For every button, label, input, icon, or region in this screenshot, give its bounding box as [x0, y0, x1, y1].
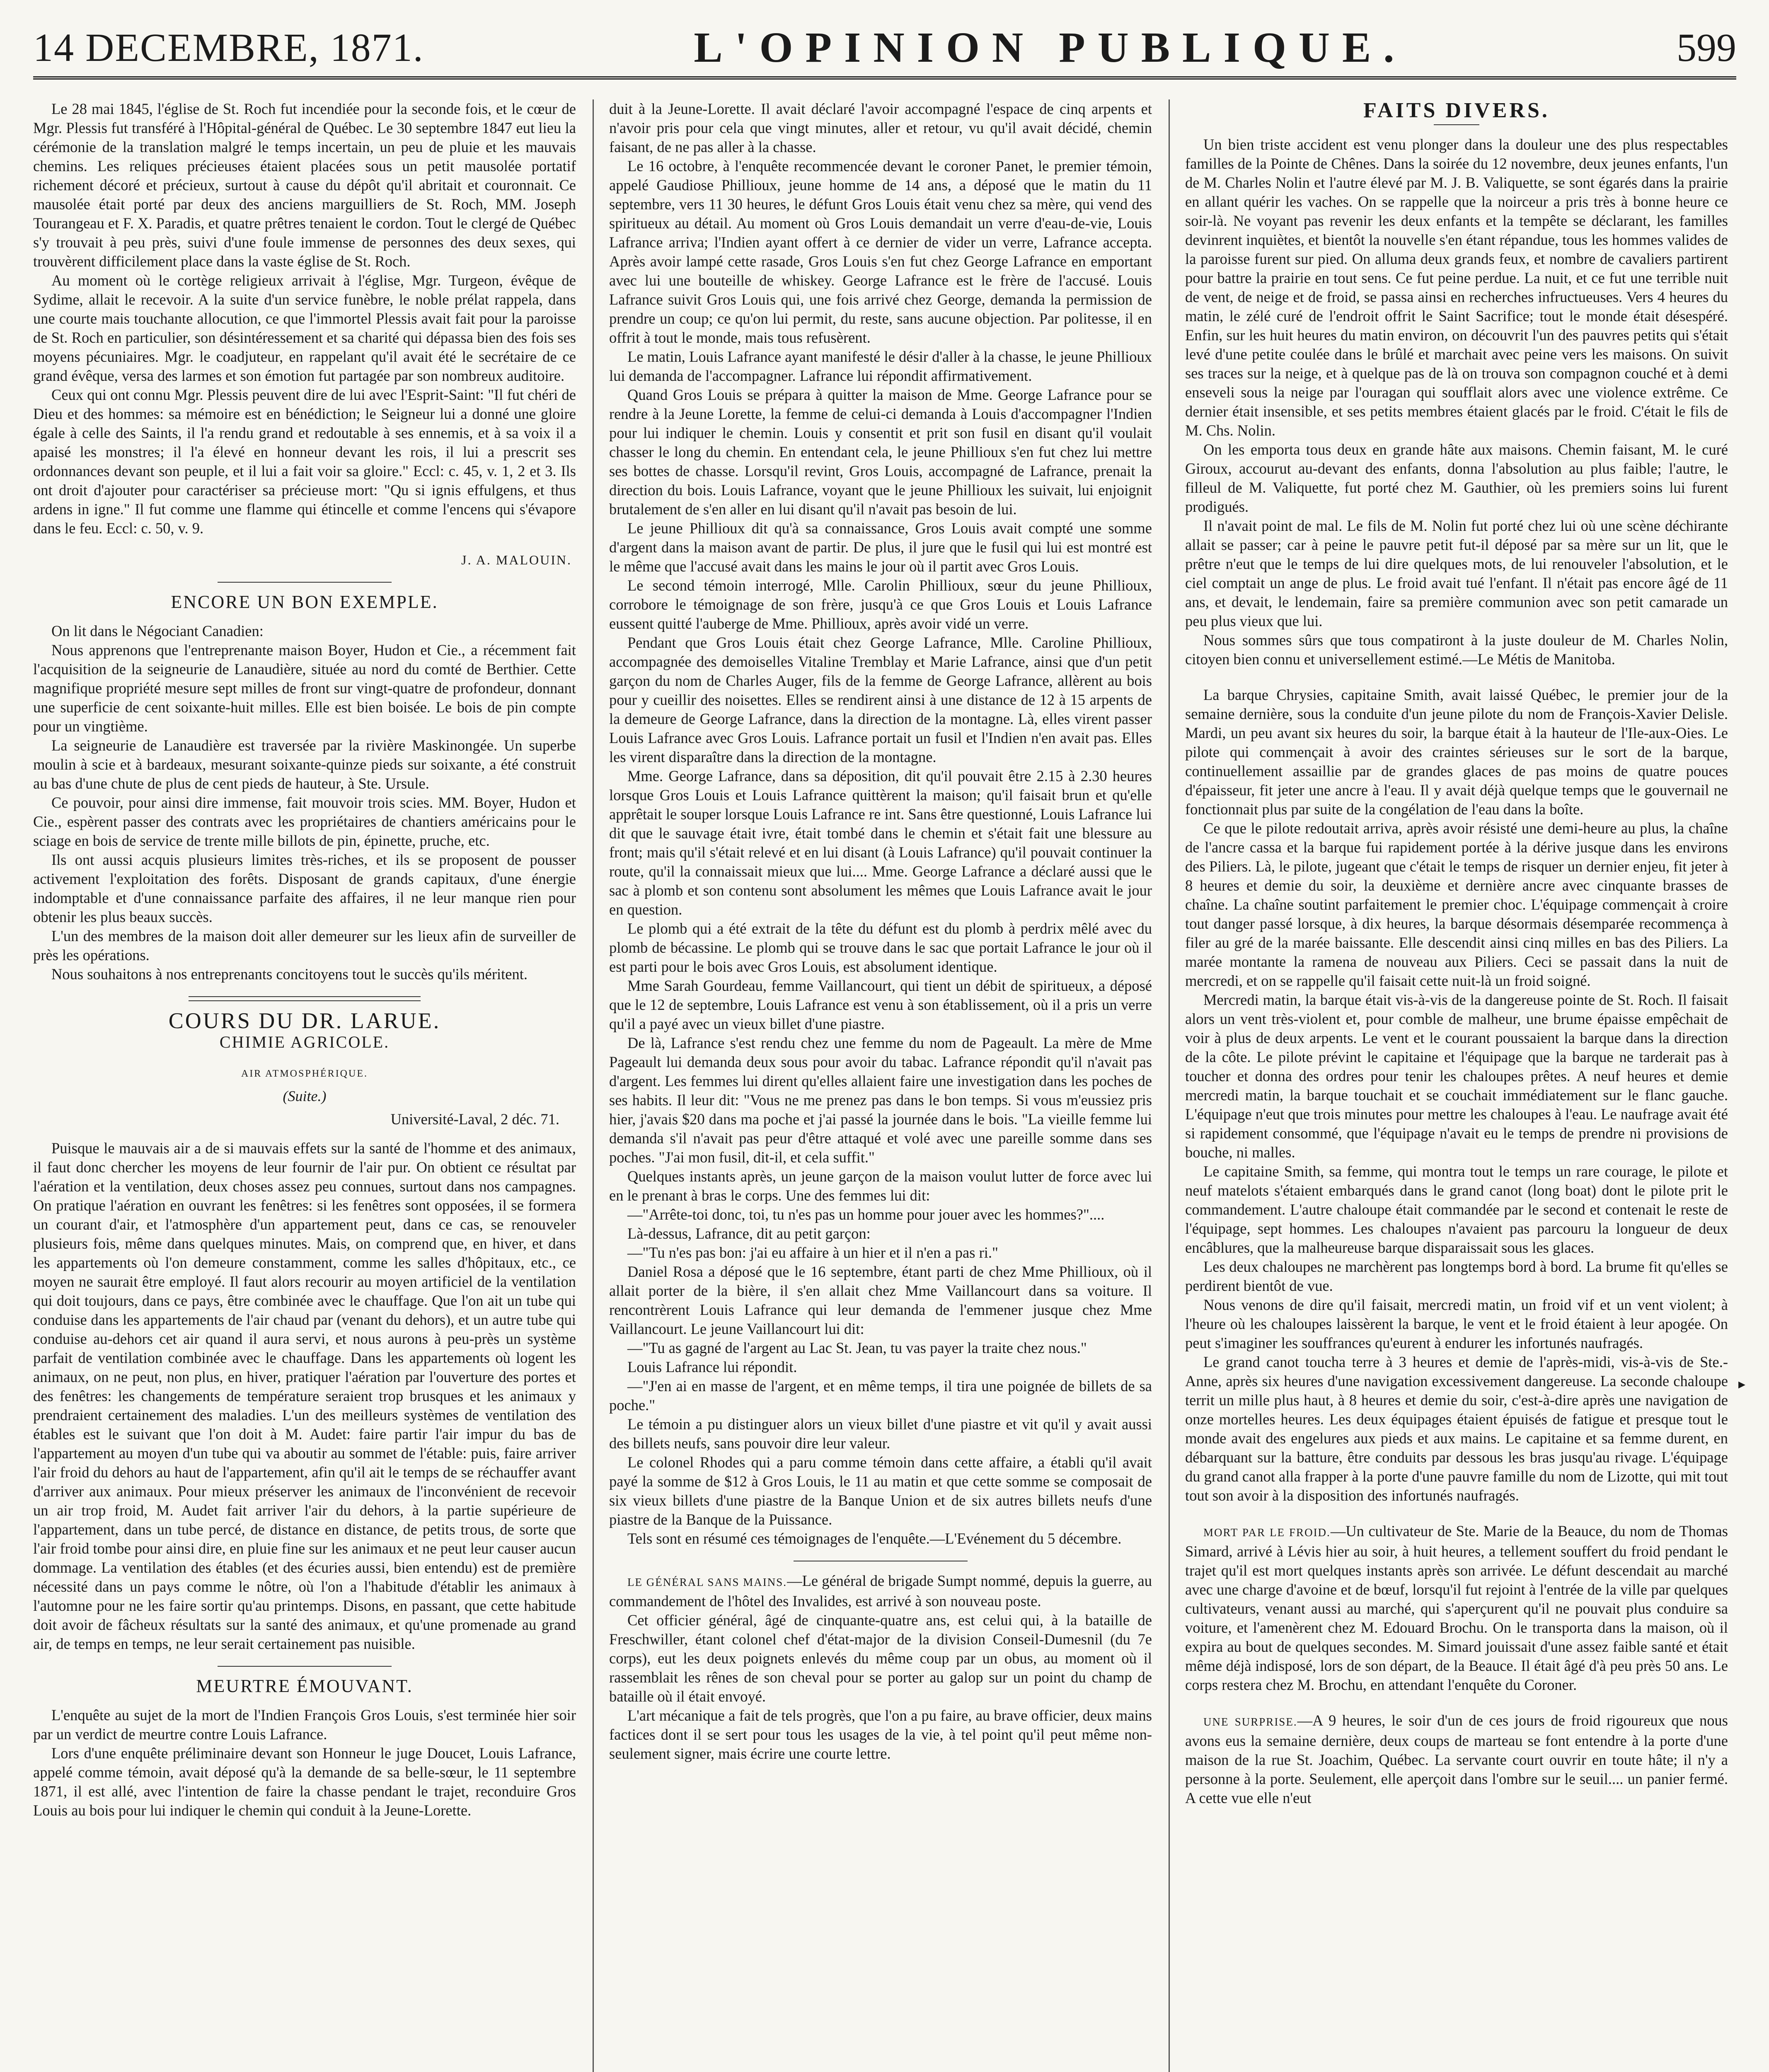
article-paragraph: —"Arrête-toi donc, toi, tu n'es pas un homme pour jouer avec les hommes?".... — [627, 1206, 1105, 1223]
article-paragraph: Le jeune Phillioux dit qu'à sa connaissance, Gros Louis avait compté une somme d'argent dans la maison avant de partir. De plus, il jure que le fusil qui lui est montré est le même que l'accusé avait dans les mains le jour où il partit avec Gros Louis. — [609, 520, 1152, 575]
article-paragraph: Le colonel Rhodes qui a paru comme témoin dans cette affaire, a établi qu'il avait payé la somme de $12 à Gros Louis, le 11 au matin et que cette somme se composait de six vieux billets d'une piastre de la Banque Union et de six autres billets neufs d'une piastre de la Banque de la Puissance. — [609, 1454, 1152, 1528]
article-paragraph: Le plomb qui a été extrait de la tête du défunt est du plomb à perdrix mêlé avec du plomb de bécassine. Le plomb qui se trouve dans le sac que portait Lafrance le jour où il est parti pour le bois avec Gros Louis, est absolument identique. — [609, 920, 1152, 975]
article-paragraph: Tels sont en résumé ces témoignages de l'enquête.—L'Evénement du 5 décembre. — [627, 1530, 1122, 1547]
spacer — [1185, 1694, 1728, 1711]
section-divider — [1434, 124, 1479, 125]
spacer — [1185, 1505, 1728, 1522]
section-heading-cours: COURS DU DR. LARUE. — [168, 1008, 441, 1033]
section-heading-encore: ENCORE UN BON EXEMPLE. — [171, 592, 438, 612]
article-paragraph: Lors d'une enquête préliminaire devant son Honneur le juge Doucet, Louis Lafrance, appelé comme témoin, avait déposé qu'à la demande de sa belle-sœur, le 11 septembre 1871, il est allé, avec l'intention de faire la chasse pendant le trajet, reconduire Gros Louis au bois pour lui indiquer le chemin qui conduit à la Jeune-Lorette. — [33, 1745, 576, 1819]
news-item-body: —A 9 heures, le soir d'un de ces jours de froid rigoureux que nous avons eus la semaine dernière, deux coups de marteau se font entendre à la porte d'une maison de la rue St. Joachim, Québec. La servante court ouvrir en toute hâte; il n'y a personne à la porte. Seulement, elle aperçoit dans l'ombre sur le seuil.... un panier fermé. A cette vue elle n'eut — [1185, 1712, 1728, 1806]
article-paragraph: Le grand canot toucha terre à 3 heures et demie de l'après-midi, vis-à-vis de Ste.-Anne, après six heures d'une navigation excessivement dangereuse. La seconde chaloupe territ un mille plus haut, à 8 heures et demie du soir, c'est-à-dire après une navigation de onze mortelles heures. Les deux équipages étaient épuisés de fatigue et presque tout le monde avait des engelures aux pieds et aux mains. Le capitaine et sa femme durent, en débarquant sur la batture, être conduits par dessous les bras jusqu'au rivage. L'équipage du grand canot alla frapper à la porte d'une pauvre famille du nom de Lizotte, qui mit tout tout son avoir à la disposition des infortunés naufragés. — [1185, 1353, 1728, 1504]
article-paragraph: Nous apprenons que l'entreprenante maison Boyer, Hudon et Cie., a récemment fait l'acquisition de la seigneurie de Lanaudière, située au nord du comté de Berthier. Cette magnifique propriété mesure sept milles de front sur vingt-quatre de profondeur, donnant une superficie de cent soixante-huit milles. Elle est bien boisée. Le bois de pin compte pour un vingtième. — [33, 641, 576, 735]
column-right — [1185, 99, 1728, 2072]
masthead — [33, 18, 1736, 80]
news-item-general — [609, 1571, 1152, 1611]
news-item-title: LE GÉNÉRAL SANS MAINS. — [627, 1576, 787, 1588]
news-item-title: UNE SURPRISE. — [1203, 1716, 1297, 1728]
article-paragraph: De là, Lafrance s'est rendu chez une femme du nom de Pageault. La mère de Mme Pageault lui demanda deux sous pour avoir du tabac. Lafrance répondit qu'il n'avait pas d'argent. Les femmes lui dirent qu'elles allaient faire une investigation dans les poches de ses habits. Il leur dit: "Vous ne me prenez pas dans le bon temps. Si vous m'eussiez pris hier, j'avais $20 dans ma poche et j'ai passé la journée dans le bois. "La vieille femme lui demanda s'il n'avait pas peur d'être attaqué et volé avec une pareille somme dans ses poches. "J'ai mon fusil, dit-il, et cela suffit." — [609, 1034, 1152, 1166]
author-signature: J. A. MALOUIN. — [461, 552, 572, 567]
article-paragraph: duit à la Jeune-Lorette. Il avait déclaré l'avoir accompagné l'espace de cinq arpents et n'avoir pris pour cela que vingt minutes, aller et retour, vu qu'il avait décidé, chemin faisant, de ne pas aller à la chasse. — [609, 100, 1152, 155]
newspaper-title: L'OPINION PUBLIQUE. — [694, 23, 1407, 71]
article-paragraph: Un bien triste accident est venu plonger dans la douleur une des plus respectables familles de la Pointe de Chênes. Dans la soirée du 12 novembre, deux jeunes enfants, l'un de M. Charles Nolin et l'autre élevé par M. J. B. Valiquette, se sont égarés dans la prairie en allant quérir les vaches. On se rappelle que la noirceur a pris très à bonne heure ce soir-là. Ne voyant pas revenir les deux enfants et la tempête se déclarant, les familles devinrent inquiètes, et bientôt la nouvelle s'en étant répandue, tous les hommes valides de la paroisse furent sur pied. On alluma deux grands feux, et nombre de cavaliers partirent pour battre la prairie en tout sens. Ce fut peine perdue. La nuit, et ce fut une terrible nuit de vent, de neige et de froid, se passa ainsi en recherches infructueuses. Vers 4 heures du matin, le zélé curé de l'endroit offrit le Saint Sacrifice; tout le monde était désespéré. Enfin, sur les huit heures du matin environ, on découvrit l'un des pauvres petits qui s'était levé d'une petite coulée dans le brûlé et marchait avec peine vers les maisons. On suivit ses traces sur la neige, et à quelque pas de là on trouva son compagnon couché et à demi enseveli sous la neige par l'ouragan qui soufflait alors avec une violence extrême. Ce dernier était insensible, et ses petits membres étaient glacés par le froid. C'était le fils de M. Chs. Nolin. — [1185, 136, 1728, 439]
article-paragraph: Ils ont aussi acquis plusieurs limites très-riches, et ils se proposent de pousser activement l'exploitation des forêts. Disposant de grands capitaux, d'une énergie indomptable et d'une connaissance parfaite des affaires, il ne leur manque rien pour obtenir les plus beaux succès. — [33, 851, 576, 925]
article-paragraph: L'un des membres de la maison doit aller demeurer sur les lieux afin de surveiller de près les opérations. — [33, 927, 576, 963]
article-paragraph: Puisque le mauvais air a de si mauvais effets sur la santé de l'homme et des animaux, il faut donc chercher les moyens de leur fournir de l'air pur. On obtient ce résultat par l'aération et la ventilation, deux choses assez peu connues, surtout dans nos campagnes. On pratique l'aération en ouvrant les fenêtres: si les fenêtres sont opposées, il se formera un courant d'air, et l'atmosphère d'un appartement peut, dans ce cas, se renouveler plusieurs fois, même dans quelques minutes. Mais, on comprend que, en hiver, et dans les appartements où l'on demeure constamment, comme les salles d'hôpitaux, etc., ce moyen ne saurait être employé. Il faut alors recourir au moyen artificiel de la ventilation qui doit toujours, dans ce pays, être combinée avec le chauffage. Que l'on ait un tube qui conduise dans les appartements de l'air chaud par (venant du dehors), et un autre tube qui conduise au-dehors cet air quand il aura servi, et nous aurons à peu-près un système parfait de ventilation combinée avec le chauffage. Dans les appartements où logent les animaux, on ne peut, non plus, en hiver, pratiquer l'aération par l'ouverture des portes et des fenêtres: les changements de température seraient trop brusques et les animaux y prendraient certainement des maladies. L'un des meilleurs systèmes de ventilation des étables est le suivant que l'on doit à M. Audet: faire partir l'air impur du bas de l'appartement au moyen d'un tube qui va aboutir au sommet de l'étable: puis, faire arriver l'air froid du dehors au haut de l'appartement, afin qu'il ait le temps de se réchauffer avant d'arriver aux animaux. Pour mieux préserver les animaux de l'inconvénient de recevoir un air trop froid, M. Audet fait arriver l'air du dehors, à la partie supérieure de l'appartement, dans un tube percé, de distance en distance, de petits trous, de sorte que l'air froid tombe pour ainsi dire, en pluie fine sur les animaux et ne peut leur causer aucun dommage. La ventilation des étables (et des écuries aussi, bien entendu) est de première nécessité dans un pays comme le nôtre, où l'on a l'habitude d'établir les animaux à l'automne pour ne les faire sortir qu'au printemps. Disons, en passant, que cette habitude doit avoir de fâcheux résultats sur la santé des animaux, et qu'une promenade au grand air, de temps en temps, ne leur serait certainement pas nuisible. — [33, 1140, 576, 1652]
article-paragraph: Quand Gros Louis se prépara à quitter la maison de Mme. George Lafrance pour se rendre à la Jeune Lorette, la femme de celui-ci demanda à Louis d'accompagner l'Indien pour lui indiquer le chemin. Louis y consentit et prit son fusil en disant qu'il voulait chasser le long du chemin. En entendant cela, le jeune Phillioux s'en fut chez lui mettre ses bottes de chasse. Lorsqu'il revint, Gros Louis, accompagné de Lafrance, prenait la direction du bois. Louis Lafrance, voyant que le jeune Phillioux les suivait, lui enjoignit brutalement de s'en aller en lui disant qu'il n'avait pas besoin de lui. — [609, 386, 1152, 518]
spacer — [1185, 669, 1728, 685]
dateline: Université-Laval, 2 déc. 71. — [390, 1111, 559, 1128]
article-paragraph: Ce que le pilote redoutait arriva, après avoir résisté une demi-heure au plus, la chaîne de l'ancre cassa et la barque fui rapidement portée à la dérive jusque dans les environs des Piliers. Là, le pilote, jugeant que c'était le temps de risquer un dernier enjeu, fit jeter à 8 heures et demie du soir, la deuxième et dernière ancre avec cinquante brasses de chaîne. La chaîne soutint parfaitement le premier choc. L'équipage commençait à croire tout danger passé lorsque, à dix heures, la barque désormais désemparée recommença à filer au gré de la marée baissante. Elle descendit ainsi cinq milles en bas des Piliers. La marée montante la ramena de nouveau aux Piliers. Ceci se passait dans la nuit de mercredi, et on se rappelle qu'il faisait cette nuit-là un froid soigné. — [1185, 820, 1728, 989]
article-paragraph: Le second témoin interrogé, Mlle. Carolin Phillioux, sœur du jeune Phillioux, corrobore le témoignage de son frère, jusqu'à ce que Gros Louis et Louis Lafrance eussent quitté l'auberge de Mme. Phillioux, après avoir vidé un verre. — [609, 577, 1152, 632]
article-paragraph: Le 28 mai 1845, l'église de St. Roch fut incendiée pour la seconde fois, et le cœur de Mgr. Plessis fut transféré à l'Hôpital-général de Québec. Le 30 septembre 1847 eut lieu la cérémonie de la translation malgré le temps incertain, un peu de pluie et les mauvais chemins. Les reliques précieuses étaient placées sous un petit mausolée portatif richement décoré et précieux, surtout à cause du dépôt qu'il abritait et couronnait. Ce mausolée était porté par deux des anciens marguilliers de St. Roch, MM. Joseph Tourangeau et F. X. Paradis, et quatre prêtres tenaient le cordon. Tout le clergé de Québec s'y trouvait à peu près, suivi d'une foule immense de personnes des deux sexes, qui trouvèrent difficilement place dans la vaste église de St. Roch. — [33, 100, 576, 270]
section-heading-meurtre: MEURTRE ÉMOUVANT. — [196, 1676, 413, 1696]
news-item-surprise — [1185, 1711, 1728, 1808]
section-divider — [189, 996, 421, 1001]
article-paragraph: Louis Lafrance lui répondit. — [627, 1358, 797, 1375]
margin-mark-icon: ▸ — [1738, 1377, 1746, 1392]
article-paragraph: Nous souhaitons à nos entreprenants concitoyens tout le succès qu'ils méritent. — [51, 966, 528, 983]
article-paragraph: La barque Chrysies, capitaine Smith, avait laissé Québec, le premier jour de la semaine dernière, sous la conduite d'un jeune pilote du nom de François-Xavier Delisle. Mardi, un peu avant six heures du soir, la barque était à la hauteur de l'Ile-aux-Oies. Le pilote qui commençait à avoir des craintes sérieuses sur le sort de la barque, continuellement assaillie par de grandes glaces de pas moins de quatre pouces d'épaisseur, fit jeter une ancre à l'eau. Il y avait déjà quelque temps que le gouvernail ne fonctionnait plus par suite de la congélation de l'eau dans la boîte. — [1185, 686, 1728, 818]
article-paragraph: Cet officier général, âgé de cinquante-quatre ans, est celui qui, à la bataille de Freschwiller, étant colonel chef d'état-major de la division Conseil-Dumesnil (du 7e corps), eut les deux poignets enlevés du même coup par un obus, au moment où il rassemblait les rênes de son cheval pour se porter au galop sur un point du champ de bataille où il était envoyé. — [609, 1612, 1152, 1705]
news-item-body: —Le général de brigade Sumpt nommé, depuis la guerre, au commandement de l'hôtel des Invalides, est arrivé à son nouveau poste. — [609, 1572, 1152, 1610]
column-left — [33, 99, 576, 2072]
article-paragraph: Le témoin a pu distinguer alors un vieux billet d'une piastre et vit qu'il y avait aussi des billets neufs, sans pouvoir dire leur valeur. — [609, 1416, 1152, 1452]
section-subheading-chimie: CHIMIE AGRICOLE. — [219, 1033, 390, 1051]
article-paragraph: Là-dessus, Lafrance, dit au petit garçon: — [627, 1225, 871, 1242]
article-paragraph: Le matin, Louis Lafrance ayant manifesté le désir d'aller à la chasse, le jeune Phillioux lui demanda de l'accompagner. Lafrance lui répondit affirmativement. — [609, 348, 1152, 384]
article-paragraph: —"J'en ai en masse de l'argent, et en même temps, il tira une poignée de billets de sa poche." — [609, 1377, 1152, 1414]
article-paragraph: Au moment où le cortège religieux arrivait à l'église, Mgr. Turgeon, évêque de Sydime, allait le recevoir. A la suite d'un service funèbre, le noble prélat rappela, dans une courte mais touchante allocution, ce que l'immortel Plessis avait fait pour la paroisse de St. Roch en particulier, son désintéressement et sa charité qui dépassa bien des fois ses moyens pécuniaires. Mgr. le coadjuteur, en rappelant qu'il avait été le secrétaire de ce grand évêque, versa des larmes et son émotion fut partagée par son nombreux auditoire. — [33, 272, 576, 384]
article-paragraph: Il n'avait point de mal. Le fils de M. Nolin fut porté chez lui où une scène déchirante allait se passer; car à peine le pauvre petit fut-il déposé par sa mère sur un lit, que le prêtre n'eut que le temps de lui dire quelques mots, de lui renouveler l'absolution, et le ciel comptait un ange de plus. Le froid avait tué l'enfant. Il n'était pas encore âgé de 11 ans, et devait, le lendemain, faire sa première communion avec son petit camarade un peu plus vieux que lui. — [1185, 517, 1728, 629]
continued-note: (Suite.) — [283, 1088, 327, 1104]
article-paragraph: —"Tu as gagné de l'argent au Lac St. Jean, tu vas payer la traite chez nous." — [627, 1339, 1087, 1356]
article-paragraph: L'enquête au sujet de la mort de l'Indien François Gros Louis, s'est terminée hier soir par un verdict de meurtre contre Louis Lafrance. — [33, 1706, 576, 1743]
page-number: 599 — [1677, 25, 1736, 70]
article-paragraph: La seigneurie de Lanaudière est traversée par la rivière Maskinongée. Un superbe moulin à scie et à bardeaux, mesurant soixante-quinze pieds sur soixante, a été construit au bas d'une chute de plus de cent pieds de hauteur, à Ste. Ursule. — [33, 737, 576, 792]
article-paragraph: Le 16 octobre, à l'enquête recommencée devant le coroner Panet, le premier témoin, appelé Gaudiose Phillioux, jeune homme de 14 ans, a déposé que le matin du 11 septembre, vers 11 30 heures, le défunt Gros Louis était venu chez sa mère, qui vend des spiritueux au détail. Au moment où Gros Louis demandait un verre d'eau-de-vie, Louis Lafrance arriva; l'Indien ayant offert à ce dernier de vider un verre, Lafrance accepta. Après avoir lampé cette rasade, Gros Louis s'en fut chez George Lafrance en emportant avec lui une bouteille de whiskey. George Lafrance est le frère de l'accusé. Louis Lafrance suivit Gros Louis qui, une fois arrivé chez George, demanda la permission de prendre un coup; ce qu'on lui permit, du reste, sans aucune objection. Par politesse, il en offrit à tout le monde, mais tous refusèrent. — [609, 157, 1152, 346]
article-paragraph: Les deux chaloupes ne marchèrent pas longtemps bord à bord. La brume fit qu'elles se perdirent bientôt de vue. — [1185, 1258, 1728, 1294]
column-middle — [609, 99, 1152, 2072]
news-item-title: MORT PAR LE FROID. — [1203, 1526, 1331, 1539]
article-paragraph: Daniel Rosa a déposé que le 16 septembre, étant parti de chez Mme Phillioux, où il allait porter de la bière, il s'en allait chez Mme Vaillancourt dans sa voiture. Il rencontrèrent Louis Lafrance qui leur demanda de l'emmener jusque chez Mme Vaillancourt. Le jeune Vaillancourt lui dit: — [609, 1263, 1152, 1337]
article-paragraph: Mme Sarah Gourdeau, femme Vaillancourt, qui tient un débit de spiritueux, a déposé que le 12 de septembre, Louis Lafrance est venu à son établissement, où il a pris un verre qu'il a payé avec un vieux billet d'une piastre. — [609, 977, 1152, 1032]
news-item-mort — [1185, 1522, 1728, 1694]
article-paragraph: Nous sommes sûrs que tous compatiront à la juste douleur de M. Charles Nolin, citoyen bien connu et universellement estimé.—Le Métis de Manitoba. — [1185, 632, 1728, 668]
section-divider — [218, 1666, 392, 1667]
section-divider — [218, 582, 392, 583]
article-paragraph: Quelques instants après, un jeune garçon de la maison voulut lutter de force avec lui en le prenant à bras le corps. Une des femmes lui dit: — [609, 1168, 1152, 1204]
article-paragraph: On lit dans le Négociant Canadien: — [51, 622, 264, 639]
article-paragraph: Ce pouvoir, pour ainsi dire immense, fait mouvoir trois scies. MM. Boyer, Hudon et Cie., espèrent passer des contrats avec les propriétaires de chantiers américains pour le sciage en bois de service de trente mille billots de pin, épinette, pruche, etc. — [33, 794, 576, 849]
article-paragraph: Mercredi matin, la barque était vis-à-vis de la dangereuse pointe de St. Roch. Il faisait alors un vent très-violent et, pour comble de malheur, une brume épaisse empêchait de voir à plus de deux arpents. Le vent et le courant poussaient la barque dans la direction de la côte. Le pilote prévint le capitaine et l'équipage que la barque ne tarderait pas à toucher et donna des ordres pour tenir les chaloupes prêtes. A neuf heures et demie mercredi matin, la barque touchait et se couchait immédiatement sur le flanc gauche. L'équipage n'eut que trois minutes pour mettre les chaloupes à l'eau. Le naufrage avait été si rapidement consommé, que l'équipage n'avait eu le temps de prendre ni provisions de bouche, ni malles. — [1185, 991, 1728, 1161]
news-item-body: —Un cultivateur de Ste. Marie de la Beauce, du nom de Thomas Simard, arrivé à Lévis hier au soir, à huit heures, a tellement souffert du froid pendant le trajet qu'il est mort quelques instants après son arrivée. Le défunt descendait au marché avec une charge d'avoine et de bœuf, lorsqu'il fut rejoint à l'entrée de la ville par quelques cultivateurs, venant aussi au marché, qui s'aperçurent qu'il ne pouvait plus conduire sa voiture, et l'amenèrent chez M. Edouard Brochu. On le transporta dans la maison, où il expira au bout de quelques secondes. M. Simard jouissait d'une assez faible santé et était même déjà indisposé, lors de son départ, de la Beauce. Il était âgé d'à peu près 50 ans. Le corps restera chez M. Brochu, en attendant l'enquête du Coroner. — [1185, 1523, 1728, 1693]
article-paragraph: Ceux qui ont connu Mgr. Plessis peuvent dire de lui avec l'Esprit-Saint: "Il fut chéri de Dieu et des hommes: sa mémoire est en bénédiction; le Seigneur lui a donné une gloire égale à celle des Saints, il l'a rendu grand et redoutable à ses ennemis, et à sa voix il a apaisé les monstres; il l'a élevé en honneur devant les rois, il lui a prescrit ses ordonnances devant son peuple, et il lui a fait voir sa gloire." Eccl: c. 45, v. 1, 2 et 3. Ils ont droit d'ajouter pour caractériser sa précieuse mort: "Qu si ignis effulgens, et thus ardens in igne." Il fut comme une flamme qui étincelle et comme l'encens qui s'évapore dans le feu. Eccl: c. 50, v. 9. — [33, 386, 576, 537]
column-divider — [593, 99, 594, 2072]
section-subheading-air: AIR ATMOSPHÉRIQUE. — [241, 1068, 368, 1079]
column-divider — [1169, 99, 1170, 2072]
section-heading-faits-divers: FAITS DIVERS. — [1363, 99, 1550, 122]
article-paragraph: Pendant que Gros Louis était chez George Lafrance, Mlle. Caroline Phillioux, accompagnée des demoiselles Vitaline Tremblay et Marie Lafrance, ainsi que d'un petit garçon du nom de Charles Auger, fils de la femme de George Lafrance, allèrent au bois pour y cueillir des noisettes. Elles se rendirent ainsi à une distance de 12 à 15 arpents de la demeure de George Lafrance, dans la direction de la montagne. Là, elles virent passer Louis Lafrance avec Gros Louis. Lafrance portait un fusil et l'Indien n'en avait pas. Elles les virent disparaître dans la direction de la montagne. — [609, 634, 1152, 765]
article-paragraph: Le capitaine Smith, sa femme, qui montra tout le temps un rare courage, le pilote et neuf matelots s'étaient embarqués dans le grand canot (long boat) dont le pilote prit le commandement. L'autre chaloupe était commandée par le second et contenait le reste de l'équipage, sept hommes. Les chaloupes n'avaient pas parcouru la longueur de deux encâblures, que la malheureuse barque disparaissait sous les glaces. — [1185, 1163, 1728, 1256]
article-paragraph: Mme. George Lafrance, dans sa déposition, dit qu'il pouvait être 2.15 à 2.30 heures lorsque Gros Louis et Louis Lafrance quittèrent la maison; qu'il faisait brun et qu'elle apprêtait le souper lorsque Louis Lafrance re int. Sans être questionné, Louis Lafrance lui dit que le sauvage était ivre, était tombé dans le chemin et s'était fait une blessure au front; mais qu'il s'était relevé et en lui disant (à Louis Lafrance) qu'il pouvait continuer la route, qu'il la connaissait mieux que lui.... Mme. George Lafrance a déclaré aussi que le sac à plomb et son contenu sont absolument les mêmes que Louis Lafrance avait le jour en question. — [609, 767, 1152, 918]
issue-date: 14 DECEMBRE, 1871. — [33, 25, 424, 70]
article-paragraph: —"Tu n'es pas bon: j'ai eu affaire à un hier et il n'en a pas ri." — [627, 1244, 998, 1261]
article-paragraph: On les emporta tous deux en grande hâte aux maisons. Chemin faisant, M. le curé Giroux, accourut au-devant des enfants, donna l'absolution au plus faible; l'autre, le filleul de M. Valiquette, fut porté chez M. Gauthier, où les premiers soins lui furent prodigués. — [1185, 441, 1728, 515]
article-paragraph: Nous venons de dire qu'il faisait, mercredi matin, un froid vif et un vent violent; à l'heure où les chaloupes laissèrent la barque, le vent et le froid étaient à leur apogée. On peut s'imaginer les souffrances qu'eurent à endurer les infortunés naufragés. — [1185, 1296, 1728, 1351]
article-paragraph: L'art mécanique a fait de tels progrès, que l'on a pu faire, au brave officier, deux mains factices dont il se sert pour tous les usages de la vie, à tel point qu'il peut même non-seulement signer, mais écrire une courte lettre. — [609, 1707, 1152, 1762]
